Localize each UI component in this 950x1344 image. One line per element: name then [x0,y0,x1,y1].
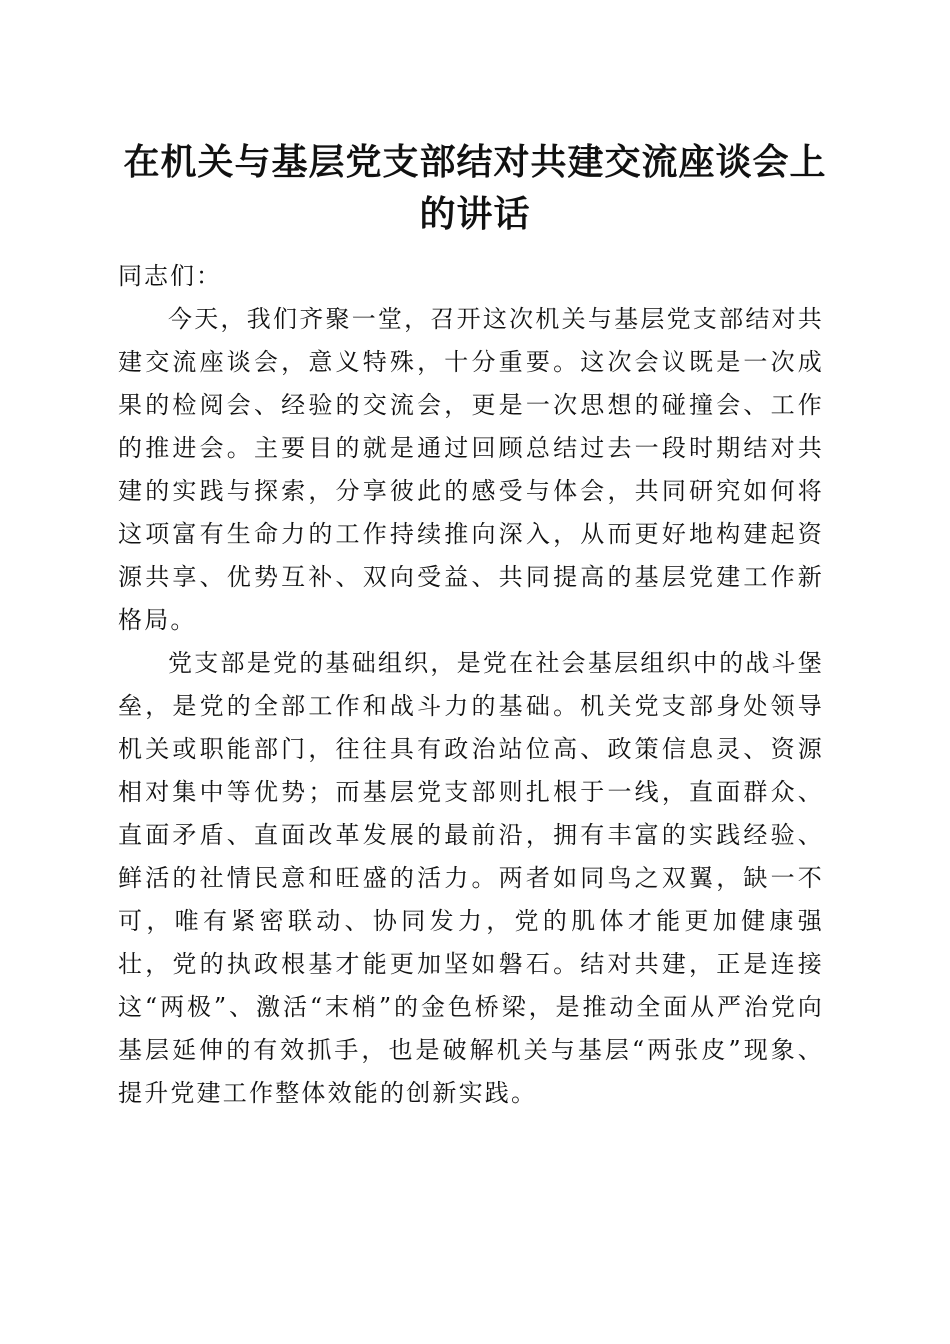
paragraph-opening: 今天，我们齐聚一堂，召开这次机关与基层党支部结对共建交流座谈会，意义特殊，十分重要。这次会议既是一次成果的检阅会、经验的交流会，更是一次思想的碰撞会、工作的推进会。主要目的就是通过回顾总结过去一段时期结对共建的实践与探索，分享彼此的感受与体会，共同研究如何将这项富有生命力的工作持续推向深入，从而更好地构建起资源共享、优势互补、双向受益、共同提高的基层党建工作新格局。 [118,305,824,634]
document-title: 在机关与基层党支部结对共建交流座谈会上的讲话 [123,141,827,235]
paragraph-party-branch: 党支部是党的基础组织，是党在社会基层组织中的战斗堡垒，是党的全部工作和战斗力的基础。机关党支部身处领导机关或职能部门，往往具有政治站位高、政策信息灵、资源相对集中等优势；而基层党支部则扎根于一线，直面群众、直面矛盾、直面改革发展的最前沿，拥有丰富的实践经验、鲜活的社情民意和旺盛的活力。两者如同鸟之双翼，缺一不可，唯有紧密联动、协同发力，党的肌体才能更加健康强壮，党的执政根基才能更加坚如磐石。结对共建，正是连接这“两极”、激活“末梢”的金色桥梁，是推动全面从严治党向基层延伸的有效抓手，也是破解机关与基层“两张皮”现象、提升党建工作整体效能的创新实践。 [118,649,824,1107]
salutation: 同志们： [118,262,222,290]
document-body [118,255,824,1115]
